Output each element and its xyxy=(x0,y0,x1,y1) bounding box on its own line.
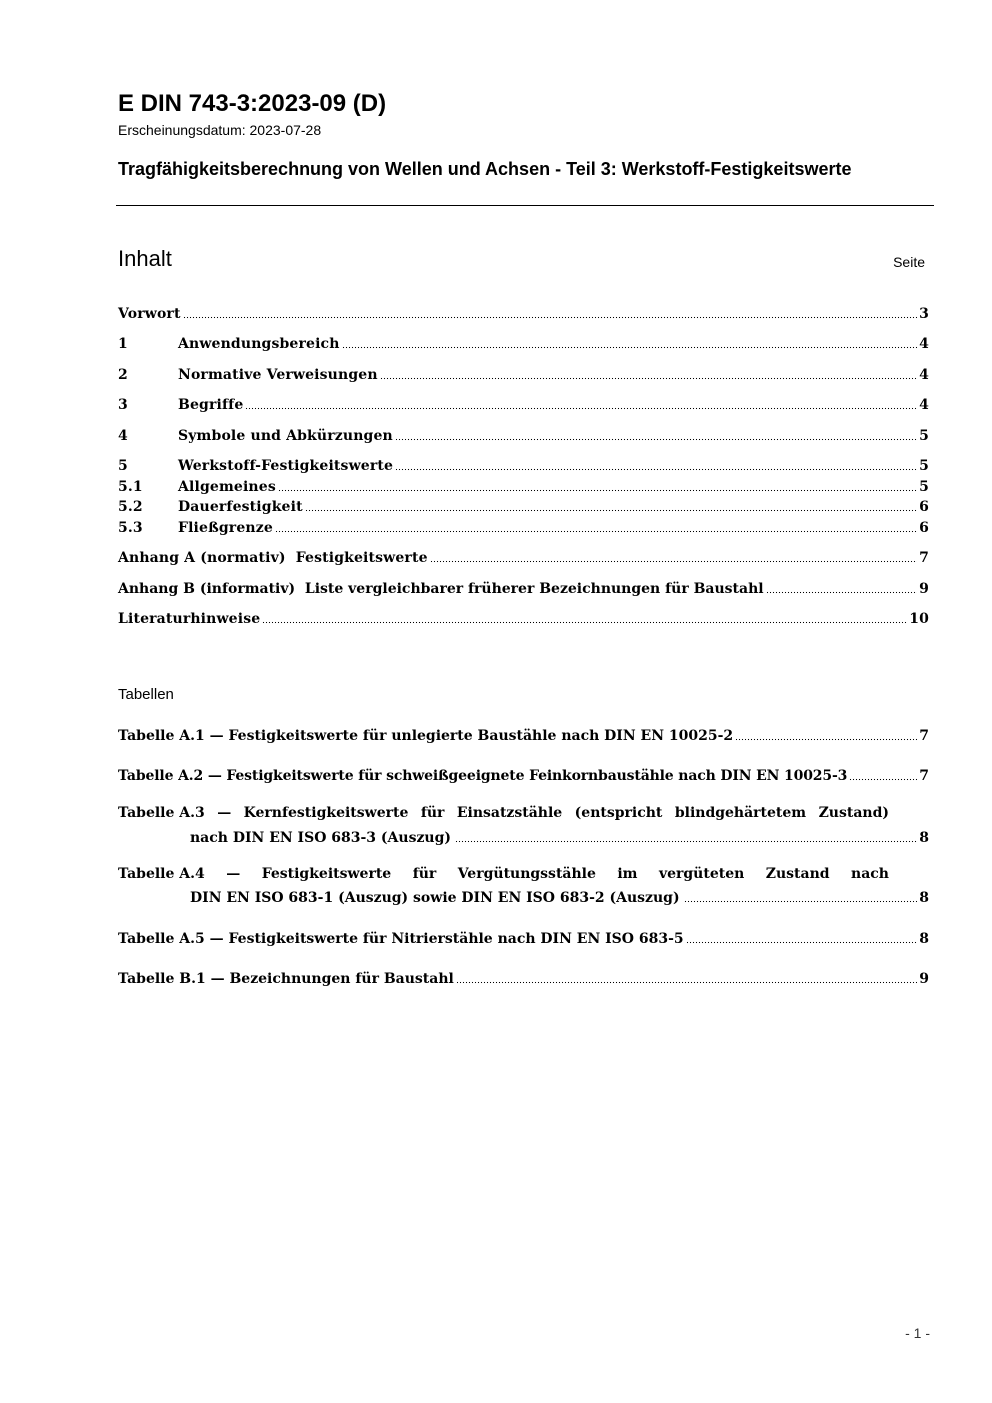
table-entry-title: Tabelle A.1 — Festigkeitswerte für unlegierte Baustähle nach DIN EN 10025-2 xyxy=(118,728,734,744)
toc-entry-page: 9 xyxy=(919,581,929,597)
word: nach xyxy=(851,866,889,882)
toc-leader-dots xyxy=(430,549,917,563)
table-entry-a5[interactable] xyxy=(118,927,929,947)
toc-leader-dots xyxy=(735,727,917,741)
toc-leader-dots xyxy=(278,478,917,492)
table-entry-title-continued: DIN EN ISO 683-1 (Auszug) sowie DIN EN ISO 683-2 (Auszug) xyxy=(190,890,680,906)
word: Kernfestigkeitswerte xyxy=(243,805,409,821)
toc-leader-dots xyxy=(183,305,918,319)
toc-entry-1[interactable] xyxy=(118,332,929,352)
toc-entry-5[interactable] xyxy=(118,454,929,474)
word: im xyxy=(617,866,638,882)
toc-entry-vorwort[interactable] xyxy=(118,302,929,322)
table-entry-title: Tabelle A.5 — Festigkeitswerte für Nitrierstähle nach DIN EN ISO 683-5 xyxy=(118,931,684,947)
table-entry-page: 8 xyxy=(919,890,929,906)
toc-entry-number: 1 xyxy=(118,336,128,352)
toc-entry-page: 10 xyxy=(909,611,929,627)
toc-entry-title: Allgemeines xyxy=(178,479,276,495)
toc-entry-page: 4 xyxy=(919,397,929,413)
table-entry-title: Tabelle B.1 — Bezeichnungen für Baustahl xyxy=(118,971,454,987)
table-entry-page: 9 xyxy=(919,971,929,987)
table-entry-a3-line2[interactable] xyxy=(190,826,929,846)
word: für xyxy=(420,805,445,821)
title-divider xyxy=(116,205,934,206)
word: (entspricht xyxy=(574,805,663,821)
toc-entry-title: Werkstoff-Festigkeitswerte xyxy=(178,458,394,474)
toc-entry-page: 5 xyxy=(919,458,929,474)
toc-entry-title: Vorwort xyxy=(118,306,181,322)
table-entry-title-continued: nach DIN EN ISO 683-3 (Auszug) xyxy=(190,830,451,846)
word: Tabelle A.3 xyxy=(118,805,205,821)
table-entry-title: Tabelle A.2 — Festigkeitswerte für schweißgeeignete Feinkornbaustähle nach DIN EN 10025-3 xyxy=(118,768,848,784)
toc-entry-number: 5.2 xyxy=(118,499,143,515)
table-entry-page: 7 xyxy=(919,728,929,744)
word: Festigkeitswerte xyxy=(261,866,392,882)
word: — xyxy=(226,866,241,882)
word: — xyxy=(217,805,232,821)
word: vergüteten xyxy=(658,866,745,882)
toc-entry-3[interactable] xyxy=(118,393,929,413)
toc-leader-dots xyxy=(380,366,917,380)
toc-leader-dots xyxy=(342,335,918,349)
toc-leader-dots xyxy=(686,930,918,944)
toc-leader-dots xyxy=(766,580,918,594)
document-id: E DIN 743-3:2023-09 (D) xyxy=(118,90,387,117)
tables-heading: Tabellen xyxy=(118,686,174,703)
toc-leader-dots xyxy=(455,829,917,843)
table-entry-a2[interactable] xyxy=(118,764,929,784)
document-title: Tragfähigkeitsberechnung von Wellen und Achsen - Teil 3: Werkstoff-Festigkeitswerte xyxy=(118,159,852,179)
toc-entry-title: Normative Verweisungen xyxy=(178,367,378,383)
publication-date: Erscheinungsdatum: 2023-07-28 xyxy=(118,122,322,138)
toc-leader-dots xyxy=(275,519,917,533)
table-entry-a4-line1[interactable] xyxy=(118,866,889,886)
toc-entry-bibliography[interactable] xyxy=(118,607,929,627)
toc-leader-dots xyxy=(305,498,917,512)
page-number: - 1 - xyxy=(905,1325,930,1341)
table-entry-a1[interactable] xyxy=(118,724,929,744)
toc-entry-5-3[interactable] xyxy=(118,516,929,536)
toc-entry-number: 2 xyxy=(118,367,128,383)
toc-entry-number: 4 xyxy=(118,428,128,444)
word: Einsatzstähle xyxy=(456,805,563,821)
word: blindgehärtetem xyxy=(674,805,807,821)
word: Vergütungsstähle xyxy=(457,866,596,882)
toc-entry-page: 4 xyxy=(919,367,929,383)
toc-heading: Inhalt xyxy=(118,246,172,271)
table-entry-page: 8 xyxy=(919,830,929,846)
table-entry-a4-line2[interactable] xyxy=(190,886,929,906)
toc-entry-5-2[interactable] xyxy=(118,495,929,515)
toc-entry-5-1[interactable] xyxy=(118,475,929,495)
toc-leader-dots xyxy=(849,767,917,781)
word: Zustand xyxy=(765,866,830,882)
word: Tabelle A.4 xyxy=(118,866,205,882)
toc-entry-title: Literaturhinweise xyxy=(118,611,261,627)
toc-leader-dots xyxy=(684,889,918,903)
toc-leader-dots xyxy=(395,427,917,441)
toc-entry-annex-a[interactable] xyxy=(118,546,929,566)
table-entry-page: 8 xyxy=(919,931,929,947)
toc-entry-page: 5 xyxy=(919,428,929,444)
toc-entry-number: 5.3 xyxy=(118,520,143,536)
toc-leader-dots xyxy=(245,396,917,410)
toc-entry-title: Symbole und Abkürzungen xyxy=(178,428,393,444)
toc-entry-page: 6 xyxy=(919,520,929,536)
word: Zustand) xyxy=(818,805,889,821)
toc-entry-title: Fließgrenze xyxy=(178,520,273,536)
toc-entry-annex-b[interactable] xyxy=(118,577,929,597)
toc-entry-title: Dauerfestigkeit xyxy=(178,499,303,515)
toc-entry-number: 5 xyxy=(118,458,128,474)
table-entry-a3-line1[interactable] xyxy=(118,805,889,825)
toc-entry-4[interactable] xyxy=(118,424,929,444)
toc-leader-dots xyxy=(395,457,917,471)
toc-entry-page: 6 xyxy=(919,499,929,515)
word: für xyxy=(412,866,437,882)
toc-entry-title: Begriffe xyxy=(178,397,244,413)
toc-entry-page: 3 xyxy=(919,306,929,322)
toc-leader-dots xyxy=(456,970,917,984)
toc-entry-number: 3 xyxy=(118,397,128,413)
toc-entry-title: Anwendungsbereich xyxy=(178,336,340,352)
table-entry-page: 7 xyxy=(919,768,929,784)
toc-entry-title: Anhang B (informativ) Liste vergleichbarer früherer Bezeichnungen für Baustahl xyxy=(118,581,764,597)
toc-leader-dots xyxy=(262,610,907,624)
toc-entry-number: 5.1 xyxy=(118,479,143,495)
toc-entry-title: Anhang A (normativ) Festigkeitswerte xyxy=(118,550,428,566)
toc-entry-page: 5 xyxy=(919,479,929,495)
toc-page-column-heading: Seite xyxy=(893,254,925,270)
table-entry-b1[interactable] xyxy=(118,967,929,987)
toc-entry-page: 4 xyxy=(919,336,929,352)
toc-entry-2[interactable] xyxy=(118,363,929,383)
toc-entry-page: 7 xyxy=(919,550,929,566)
